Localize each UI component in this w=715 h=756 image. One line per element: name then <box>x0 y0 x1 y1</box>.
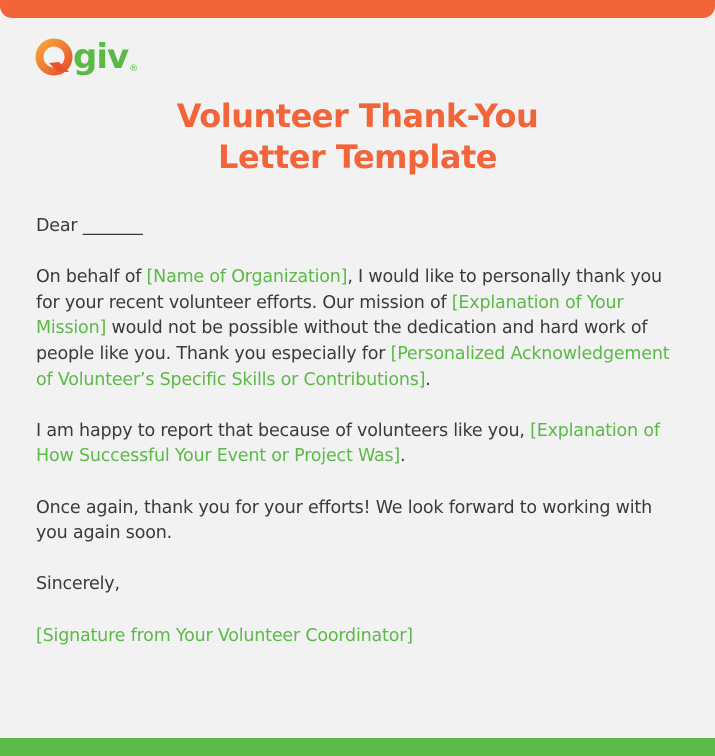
logo-wordmark: giv <box>73 37 129 77</box>
title-line-1: Volunteer Thank-You <box>176 97 539 135</box>
text: , I would like to personally thank you for your recent volunteer efforts. Our mission of <box>36 267 662 313</box>
qgiv-logo <box>35 36 138 80</box>
closing: Sincerely, <box>36 574 120 595</box>
letter-body <box>36 214 686 675</box>
placeholder-event-success: [Explanation of How Successful Your Event or Project Was] <box>36 420 660 467</box>
text: On behalf of <box>36 267 147 288</box>
page-title <box>0 96 715 178</box>
paragraph-1 <box>36 265 686 393</box>
title-line-2: Letter Template <box>218 138 497 176</box>
top-accent-bar <box>0 0 715 18</box>
registered-mark: ® <box>129 64 139 74</box>
placeholder-organization-name: [Name of Organization] <box>146 267 348 288</box>
paragraph-3: Once again, thank you for your efforts! We look forward to working with you again soon. <box>36 497 652 544</box>
text: I am happy to report that because of volunteers like you, <box>36 420 531 441</box>
placeholder-acknowledgement: [Personalized Acknowledgement of Volunteer’s Specific Skills or Contributions] <box>36 343 670 390</box>
placeholder-mission: [Explanation of Your Mission] <box>36 292 624 339</box>
paragraph-2 <box>36 419 686 470</box>
placeholder-signature: [Signature from Your Volunteer Coordinator] <box>36 625 413 646</box>
text: . <box>400 446 406 467</box>
q-logo-icon <box>35 36 75 80</box>
bottom-accent-bar <box>0 738 715 756</box>
text: would not be possible without the dedication and hard work of people like you. Thank you especially for <box>36 318 648 364</box>
text: . <box>425 369 431 390</box>
greeting: Dear _______ <box>36 216 143 236</box>
